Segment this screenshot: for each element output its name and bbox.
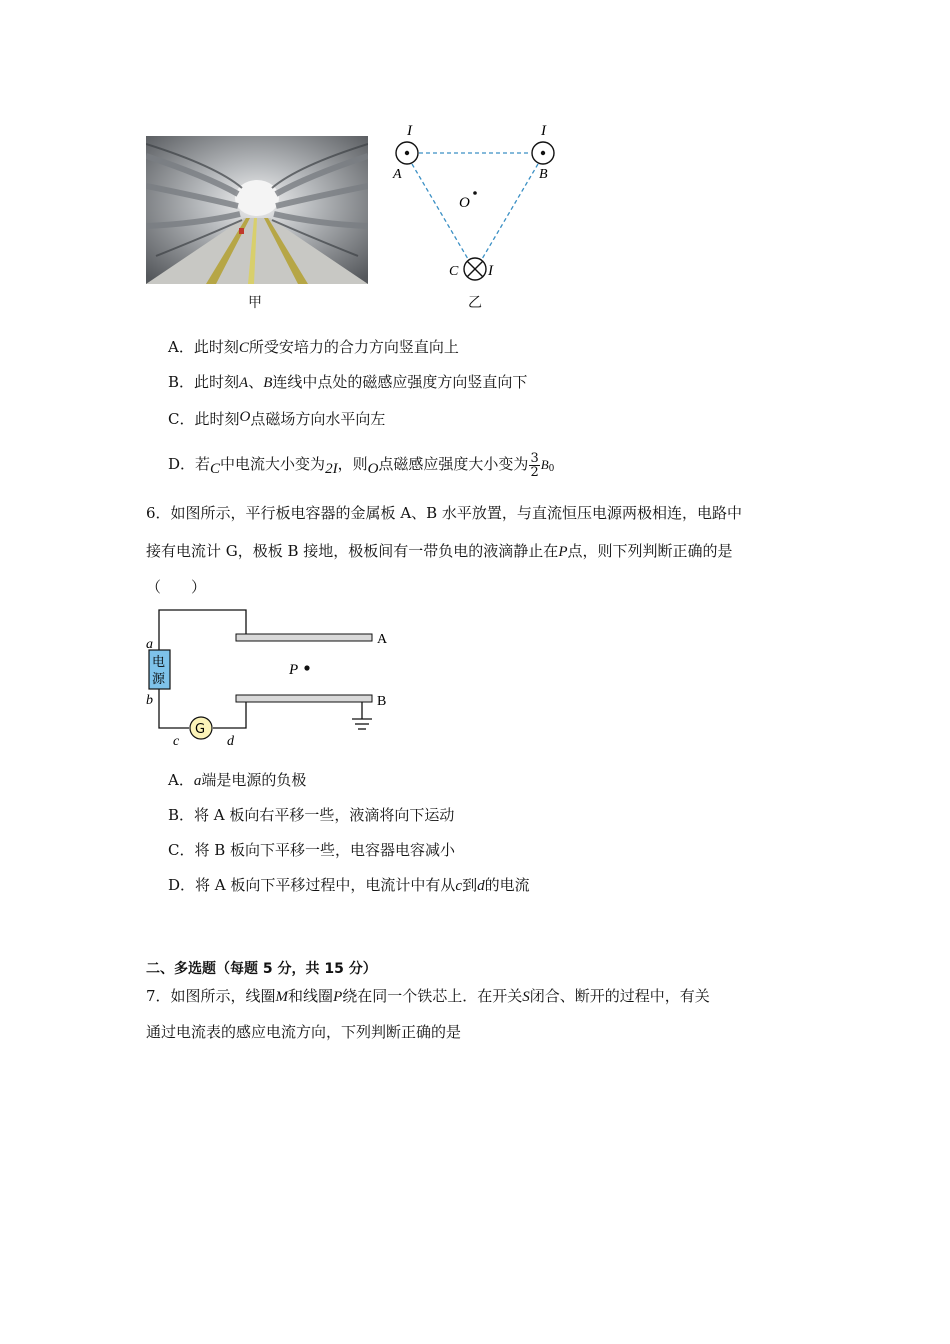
q6-option-b[interactable]: B．将 A 板向右平移一些，液滴将向下运动: [168, 806, 455, 824]
terminal-label-b: b: [146, 693, 153, 708]
galvanometer-label: G: [195, 722, 206, 737]
capacitor-circuit-diagram: [140, 603, 400, 753]
terminal-label-c: c: [173, 734, 180, 749]
point-label-a: A: [393, 167, 402, 182]
plate-a: [236, 634, 372, 641]
q6-option-d[interactable]: D．将 A 板向下平移过程中，电流计中有从c到d的电流: [168, 876, 530, 894]
point-label-b: B: [539, 167, 548, 182]
q5-option-a[interactable]: A．此时刻C所受安培力的合力方向竖直向上: [168, 338, 459, 356]
terminal-label-d: d: [227, 734, 234, 749]
q6-stem-line2: 接有电流计 G，极板 B 接地，极板间有一带负电的液滴静止在P点，则下列判断正确的是: [146, 542, 733, 560]
current-label-b: I: [541, 123, 546, 139]
figure-jia-label: 甲: [248, 295, 262, 311]
q6-option-c[interactable]: C．将 B 板向下平移一些，电容器电容减小: [168, 841, 456, 859]
source-char-1: 电: [152, 655, 166, 670]
q7-stem-line2: 通过电流表的感应电流方向，下列判断正确的是: [146, 1023, 462, 1041]
current-label-a: I: [407, 123, 412, 139]
triangle-current-diagram: [385, 118, 575, 288]
section-2-title: 二、多选题（每题 5 分，共 15 分）: [146, 961, 377, 977]
point-label-o: O: [459, 195, 470, 211]
plate-b: [236, 695, 372, 702]
source-char-2: 源: [152, 672, 166, 687]
dot-out-icon: [541, 151, 545, 155]
current-label-c: I: [488, 263, 493, 279]
q6-answer-paren: （ ）: [146, 578, 207, 596]
point-label-p: P: [289, 662, 299, 678]
q5-option-b[interactable]: B．此时刻A、B连线中点处的磁感应强度方向竖直向下: [168, 373, 528, 391]
plate-label-a: A: [377, 632, 388, 647]
plate-label-b: B: [377, 694, 387, 709]
dot-out-icon: [405, 151, 409, 155]
q6-option-a[interactable]: A．a端是电源的负极: [168, 771, 307, 789]
q5-option-c[interactable]: C．此时刻O点磁场方向水平向左: [168, 409, 386, 428]
figure-yi-label: 乙: [468, 295, 482, 311]
q6-stem-line1: 6．如图所示，平行板电容器的金属板 A、B 水平放置，与直流恒压电源两极相连，电路中: [146, 504, 742, 522]
q7-stem-line1: 7．如图所示，线圈M和线圈P绕在同一个铁芯上．在开关S闭合、断开的过程中，有关: [146, 987, 710, 1005]
droplet-point: [304, 665, 309, 670]
terminal-label-a: a: [146, 637, 153, 652]
point-label-c: C: [449, 264, 459, 279]
tunnel-photo: [146, 136, 368, 284]
q5-option-d[interactable]: D．若C中电流大小变为2I，则O点磁感应强度大小变为 $\frac{3}{2}$ $B_0$: [168, 450, 555, 480]
